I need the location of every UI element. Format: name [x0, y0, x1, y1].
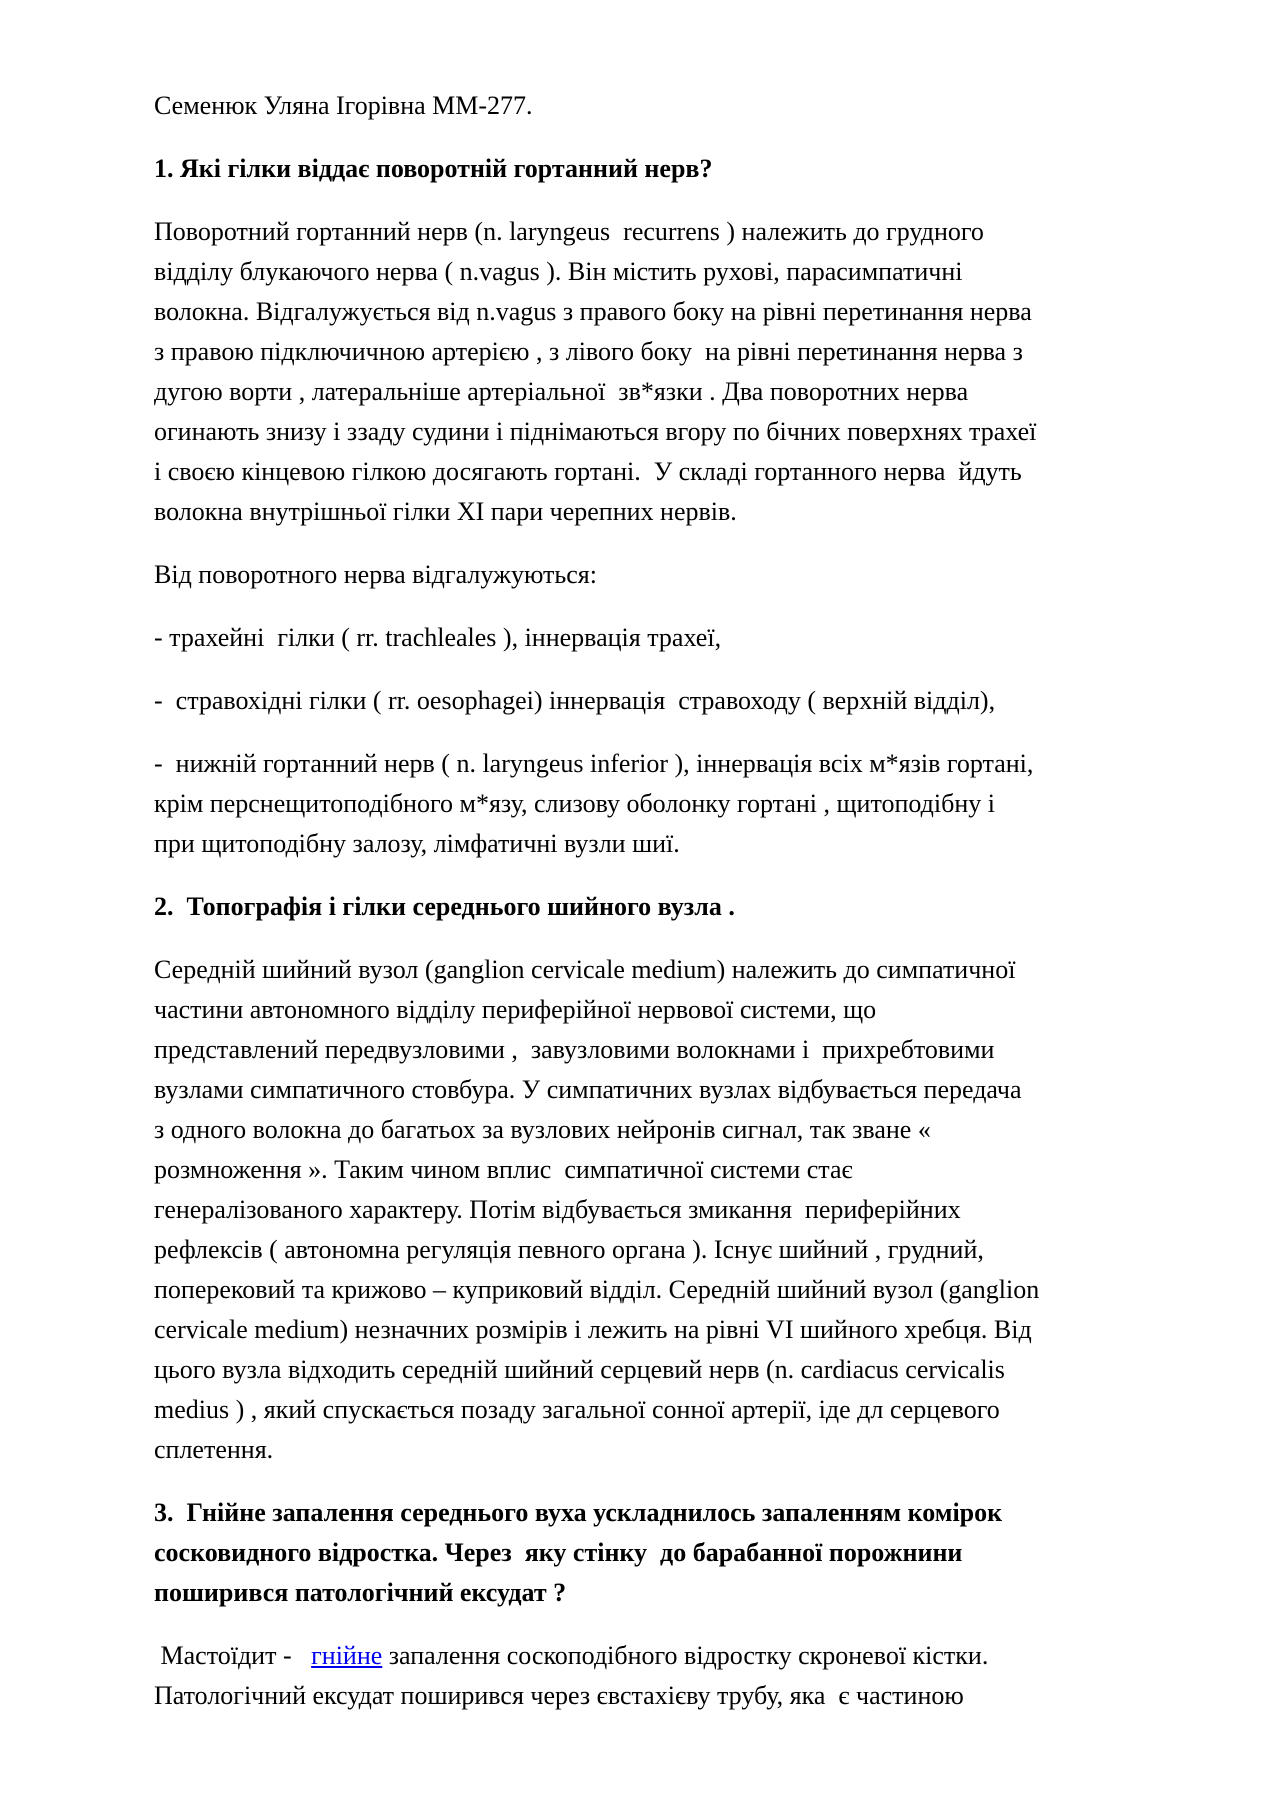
document-page [154, 86, 1194, 1739]
paragraph-line: medius ) , який спускається позаду загальної сонної артерії, іде дл серцевого [154, 1395, 1000, 1424]
paragraph-line: цього вузла відходить середній шийний серцевий нерв (n. cardiacus cervicalis [154, 1355, 1005, 1384]
branches-intro: Від поворотного нерва відгалужуються: [154, 560, 597, 589]
paragraph-line: рефлексів ( автономна регуляція певного органа ). Існує шийний , грудний, [154, 1235, 984, 1264]
paragraph-line: сплетення. [154, 1435, 274, 1464]
question-1-heading: 1. Які гілки віддає поворотній гортанний нерв? [154, 154, 713, 183]
answer-line [154, 1636, 1194, 1676]
paragraph-line: cervicale medium) незначних розмірів і лежить на рівні VI шийного хребця. Від [154, 1315, 1032, 1344]
paragraph-line: і своєю кінцевою гілкою досягають гортані. У складі гортанного нерва йдуть [154, 457, 1022, 486]
question-3-heading [154, 1493, 1194, 1613]
author-line-text: Семенюк Уляна Ігорівна ММ-277. [154, 91, 533, 120]
author-line [154, 86, 1194, 126]
heading-line: 3. Гнійне запалення середнього вуха ускладнилось запаленням комірок [154, 1498, 1003, 1527]
question-1-paragraph [154, 212, 1194, 532]
question-3-answer [154, 1636, 1194, 1716]
branch-item-tracheal: - трахейні гілки ( rr. trachleales ), іннервація трахеї, [154, 623, 722, 652]
heading-line: сосковидного відростка. Через яку стінку до барабанної порожнини [154, 1538, 963, 1567]
paragraph-line: дугою ворти , латеральніше артеріальної зв*язки . Два поворотних нерва [154, 377, 969, 406]
paragraph-line: - нижній гортанний нерв ( n. laryngeus inferior ), іннервація всіх м*язів гортані, [154, 749, 1034, 778]
answer-suffix: запалення соскоподібного відростку скроневої кістки. [382, 1641, 989, 1670]
branch-item-inferior-laryngeal [154, 744, 1194, 864]
paragraph-line: генералізованого характеру. Потім відбувається змикання периферійних [154, 1195, 961, 1224]
paragraph-line: при щитоподібну залозу, лімфатичні вузли шиї. [154, 829, 680, 858]
paragraph-line: Поворотний гортанний нерв (n. laryngeus recurrens ) належить до грудного [154, 217, 984, 246]
paragraph-line: волокна. Відгалужується від n.vagus з правого боку на рівні перетинання нерва [154, 297, 1032, 326]
paragraph-line: частини автономного відділу периферійної нервової системи, що [154, 995, 877, 1024]
paragraph-line: огинають знизу і ззаду судини і піднімаються вгору по бічних поверхнях трахеї [154, 417, 1037, 446]
paragraph-line: крім перснещитоподібного м*язу, слизову оболонку гортані , щитоподібну і [154, 789, 995, 818]
paragraph-line: поперековий та крижово – куприковий відділ. Середній шийний вузол (ganglion [154, 1275, 1040, 1304]
branch-item-esophageal: - стравохідні гілки ( rr. oesophagei) іннервація стравоходу ( верхній відділ), [154, 686, 996, 715]
paragraph-line: з одного волокна до багатьох за вузлових нейронів сигнал, так зване « [154, 1115, 931, 1144]
heading-line: поширився патологічний ексудат ? [154, 1578, 567, 1607]
paragraph-line: відділу блукаючого нерва ( n.vagus ). Він містить рухові, парасимпатичні [154, 257, 963, 286]
answer-prefix: Мастоїдит - [154, 1641, 312, 1670]
paragraph-line: Патологічний ексудат поширився через євстахієву трубу, яка є частиною [154, 1681, 964, 1710]
paragraph-line: представлений передвузловими , завузловими волокнами і прихребтовими [154, 1035, 995, 1064]
purulent-link[interactable]: гнійне [311, 1641, 383, 1670]
question-2-paragraph [154, 950, 1194, 1470]
paragraph-line: Середній шийний вузол (ganglion cervicale medium) належить до симпатичної [154, 955, 1016, 984]
paragraph-line: волокна внутрішньої гілки ХІ пари черепних нервів. [154, 497, 737, 526]
paragraph-line: вузлами симпатичного стовбура. У симпатичних вузлах відбувається передача [154, 1075, 1022, 1104]
question-2-heading: 2. Топографія і гілки середнього шийного вузла . [154, 892, 735, 921]
paragraph-line: з правою підключичною артерією , з лівого боку на рівні перетинання нерва з [154, 337, 1023, 366]
paragraph-line: розмноження ». Таким чином вплис симпатичної системи стає [154, 1155, 853, 1184]
